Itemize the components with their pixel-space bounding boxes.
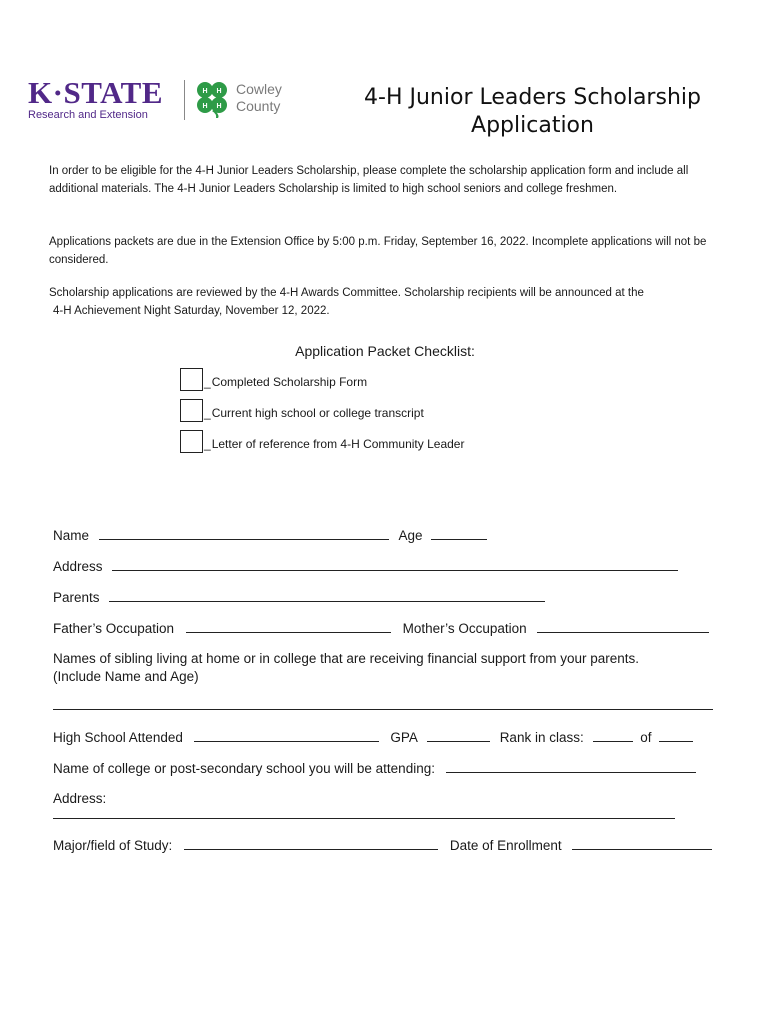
address-field[interactable] <box>112 557 678 571</box>
siblings-prompt <box>53 650 715 686</box>
deadline-paragraph: Applications packets are due in the Extension Office by 5:00 p.m. Friday, September 16, 2022. Incomplete applications will not be considered. <box>49 236 707 266</box>
name-label: Name <box>53 528 90 543</box>
parents-row <box>53 588 715 607</box>
kstate-subtitle: Research and Extension <box>28 109 148 121</box>
rank-label: Rank in class: <box>499 730 584 745</box>
checklist-item-label: _ Current high school or college transcript <box>204 406 424 420</box>
eligibility-paragraph: In order to be eligible for the 4-H Junior Leaders Scholarship, please complete the scholarship application form and include all additional materials. The 4-H Junior Leaders Scholarship is limited to high school seniors and college freshmen. <box>49 165 689 195</box>
name-field[interactable] <box>99 526 389 540</box>
major-field[interactable] <box>184 836 438 850</box>
college-address-field[interactable] <box>53 818 675 819</box>
college-row <box>53 759 715 778</box>
parents-label: Parents <box>53 590 100 605</box>
checklist-item-label: _ Completed Scholarship Form <box>204 375 367 389</box>
college-label: Name of college or post-secondary school you will be attending: <box>53 761 435 776</box>
review-line2: 4-H Achievement Night Saturday, November 12, 2022. <box>53 305 330 317</box>
rank-total-field[interactable] <box>659 728 693 742</box>
checkbox[interactable] <box>180 399 203 422</box>
high-school-field[interactable] <box>194 728 379 742</box>
gpa-field[interactable] <box>427 728 490 742</box>
document-title <box>340 84 725 140</box>
gpa-label: GPA <box>390 730 418 745</box>
kstate-wordmark: K·STATE <box>28 75 164 110</box>
siblings-line1: Names of sibling living at home or in college that are receiving financial support from your parents. <box>53 651 640 666</box>
4h-clover-icon <box>194 80 230 118</box>
checkbox[interactable] <box>180 368 203 391</box>
svg-text:H: H <box>202 88 208 95</box>
name-age-row <box>53 526 715 545</box>
title-line2: Application <box>471 113 594 138</box>
mothers-occupation-field[interactable] <box>537 619 709 633</box>
major-label: Major/field of Study: <box>53 838 173 853</box>
svg-text:H: H <box>216 103 222 110</box>
svg-text:H: H <box>216 88 222 95</box>
high-school-label: High School Attended <box>53 730 183 745</box>
svg-text:H: H <box>202 103 208 110</box>
siblings-line2: (Include Name and Age) <box>53 669 199 684</box>
address-label: Address <box>53 559 103 574</box>
parents-field[interactable] <box>109 588 545 602</box>
rank-of-label: of <box>640 730 652 745</box>
checkbox[interactable] <box>180 430 203 453</box>
county-name <box>236 81 282 115</box>
review-line1: Scholarship applications are reviewed by the 4-H Awards Committee. Scholarship recipients will be announced at the <box>49 287 644 299</box>
mothers-occupation-label: Mother’s Occupation <box>402 621 527 636</box>
major-row <box>53 836 715 855</box>
address-row <box>53 557 715 576</box>
enrollment-date-field[interactable] <box>572 836 712 850</box>
kstate-cowley-logo <box>28 75 298 126</box>
college-address-label: Address: <box>53 791 107 806</box>
rank-field[interactable] <box>593 728 633 742</box>
checklist-title: Application Packet Checklist: <box>295 343 475 359</box>
age-label: Age <box>398 528 423 543</box>
checklist-item-label: _ Letter of reference from 4-H Community Leader <box>204 437 464 451</box>
logo-divider <box>184 80 185 120</box>
county-line1: Cowley <box>236 81 282 97</box>
high-school-row <box>53 728 715 747</box>
siblings-field[interactable] <box>53 709 713 710</box>
occupation-row <box>53 619 715 638</box>
college-field[interactable] <box>446 759 696 773</box>
enrollment-date-label: Date of Enrollment <box>449 838 562 853</box>
age-field[interactable] <box>431 526 487 540</box>
county-line2: County <box>236 98 281 114</box>
fathers-occupation-field[interactable] <box>186 619 391 633</box>
college-address-row <box>53 790 715 808</box>
title-line1: 4-H Junior Leaders Scholarship <box>364 85 701 110</box>
review-paragraph <box>49 284 719 320</box>
fathers-occupation-label: Father’s Occupation <box>53 621 175 636</box>
